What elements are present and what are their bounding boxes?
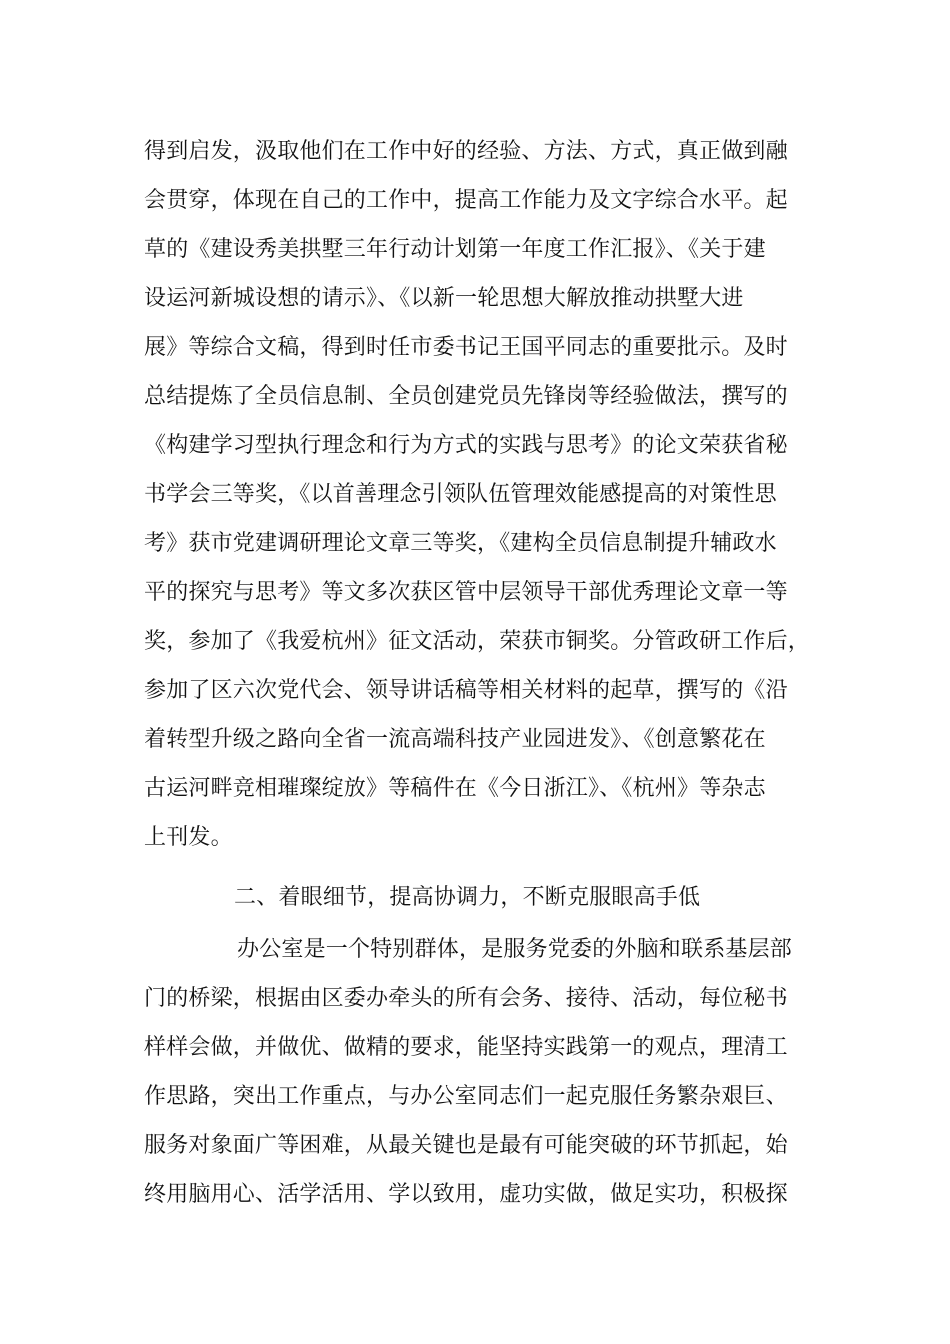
text-line: 会贯穿，体现在自己的工作中，提高工作能力及文字综合水平。起 (144, 188, 788, 213)
text-line: 服务对象面广等困难，从最关键也是最有可能突破的环节抓起，始 (144, 1133, 788, 1158)
text-line: 终用脑用心、活学活用、学以致用，虚功实做，做足实功，积极探 (144, 1182, 788, 1207)
text-line: 门的桥梁，根据由区委办牵头的所有会务、接待、活动，每位秘书 (144, 986, 788, 1011)
text-line: 得到启发，汲取他们在工作中好的经验、方法、方式，真正做到融 (144, 139, 788, 164)
text-line: 古运河畔竞相璀璨绽放》等稿件在《今日浙江》、《杭州》等杂志 (144, 776, 766, 801)
text-line: 展》等综合文稿，得到时任市委书记王国平同志的重要批示。及时 (144, 335, 788, 360)
section-heading: 二、着眼细节，提高协调力，不断克服眼高手低 (234, 885, 701, 910)
text-line: 办公室是一个特别群体，是服务党委的外脑和联系基层部 (237, 937, 793, 962)
text-line: 草的《建设秀美拱墅三年行动计划第一年度工作汇报》、《关于建 (144, 237, 766, 262)
text-line: 样样会做，并做优、做精的要求，能坚持实践第一的观点，理清工 (144, 1035, 788, 1060)
text-line: 设运河新城设想的请示》、《以新一轮思想大解放推动拱墅大进 (144, 286, 744, 311)
text-line: 作思路，突出工作重点，与办公室同志们一起克服任务繁杂艰巨、 (144, 1084, 788, 1109)
text-line: 总结提炼了全员信息制、全员创建党员先锋岗等经验做法，撰写的 (144, 384, 788, 409)
text-line: 着转型升级之路向全省一流高端科技产业园进发》、《创意繁花在 (144, 727, 766, 752)
text-line: 考》获市党建调研理论文章三等奖，《建构全员信息制提升辅政水 (144, 531, 777, 556)
text-line: 上刊发。 (144, 825, 233, 850)
text-line: 平的探究与思考》等文多次获区管中层领导干部优秀理论文章一等 (144, 580, 788, 605)
text-line: 书学会三等奖，《以首善理念引领队伍管理效能感提高的对策性思 (144, 482, 777, 507)
text-line: 参加了区六次党代会、领导讲话稿等相关材料的起草，撰写的《沿 (144, 678, 788, 703)
text-line: 《构建学习型执行理念和行为方式的实践与思考》的论文荣获省秘 (144, 433, 788, 458)
text-line: 奖，参加了《我爱杭州》征文活动，荣获市铜奖。分管政研工作后， (144, 629, 811, 654)
